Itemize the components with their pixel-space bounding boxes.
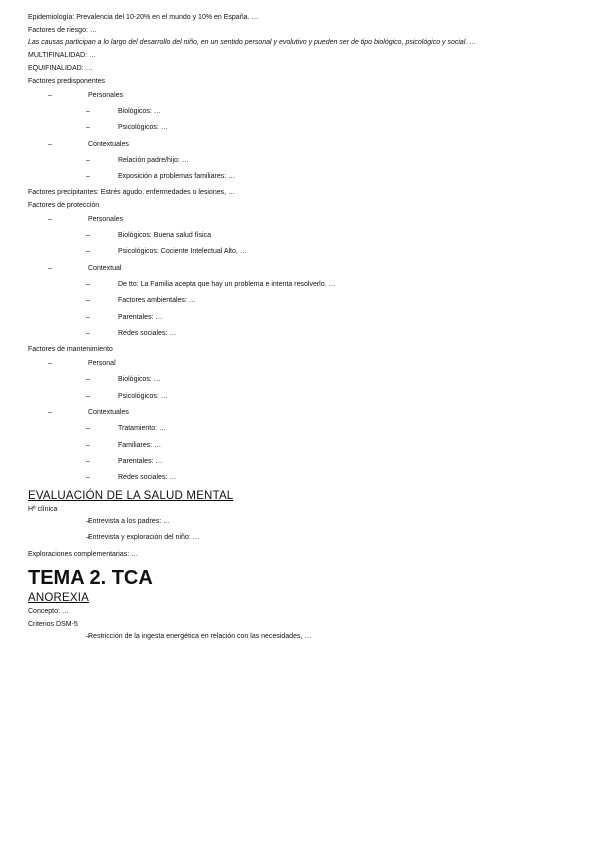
precipitantes-paragraph: Factores precipitantes: Estrés agudo, enfermedades o lesiones, …	[28, 189, 235, 197]
list-item: – Personales	[28, 215, 572, 224]
criterios-label: Criterios DSM-5	[28, 620, 78, 628]
topic-title: TEMA 2. TCA	[28, 567, 153, 590]
list-item: – Exposición a problemas familiares: …	[28, 172, 572, 181]
list-item: – Psicológicos: Cociente Intelectual Alto, …	[28, 247, 572, 256]
evaluacion-heading: EVALUACIÓN DE LA SALUD MENTAL	[28, 489, 234, 502]
mantenimiento-heading: Factores de mantenimiento	[28, 346, 113, 354]
evaluacion-list	[28, 517, 572, 543]
list-item: – Personal	[28, 359, 572, 368]
list-item: – De tto: La Familia acepta que hay un problema e intenta resolverlo. …	[28, 280, 572, 289]
list-item: – Psicológicos: …	[28, 392, 572, 401]
list-item: – Parentales: …	[28, 457, 572, 466]
list-item: – Biológicos: …	[28, 107, 572, 116]
criterios-list	[28, 632, 572, 641]
list-item: – Relación padre/hijo: …	[28, 156, 572, 165]
list-item: – Personales	[28, 91, 572, 100]
epidemiologia-paragraph: Epidemiología: Prevalencia del 10-20% en el mundo y 10% en España. …	[28, 14, 259, 21]
proteccion-list	[28, 215, 572, 338]
list-item: – Entrevista y exploración del niño: …	[28, 533, 572, 542]
list-item: – Redes sociales: …	[28, 329, 572, 338]
list-item: – Contextual	[28, 264, 572, 273]
factores-riesgo-paragraph: Factores de riesgo: …	[28, 26, 97, 34]
list-item: – Contextuales	[28, 140, 572, 149]
list-item: – Biológicos: Buena salud física	[28, 231, 572, 240]
concepto-paragraph: Concepto: …	[28, 608, 69, 616]
list-item: – Biológicos: …	[28, 375, 572, 384]
list-item: – Tratamiento: …	[28, 424, 572, 433]
list-item: – Psicológicos: …	[28, 123, 572, 132]
list-item: – Entrevista a los padres: …	[28, 517, 572, 526]
causas-paragraph: Las causas participan a lo largo del desarrollo del niño, en un sentido personal y evolutivo y pueden ser de tipo biológico, psicológico y social. …	[28, 39, 477, 47]
historia-clinica-label: Hª clínica	[28, 505, 58, 513]
list-item: – Factores ambientales: …	[28, 296, 572, 305]
predisponentes-list	[28, 91, 572, 182]
list-item: – Parentales: …	[28, 313, 572, 322]
exploraciones-paragraph: Exploraciones complementarias: …	[28, 550, 139, 558]
predisponentes-heading: Factores predisponentes	[28, 77, 106, 85]
proteccion-heading: Factores de protección	[28, 202, 100, 209]
mantenimiento-list	[28, 359, 572, 482]
list-item: – Redes sociales: …	[28, 473, 572, 482]
list-item: – Familiares: …	[28, 441, 572, 450]
anorexia-heading: ANOREXIA	[28, 592, 90, 605]
list-item: – Contextuales	[28, 408, 572, 417]
multifinalidad-line: MULTIFINALIDAD: …	[28, 51, 96, 59]
equifinalidad-line: EQUIFINALIDAD: …	[28, 64, 93, 72]
list-item: – Restricción de la ingesta energética en relación con las necesidades, …	[28, 632, 572, 641]
